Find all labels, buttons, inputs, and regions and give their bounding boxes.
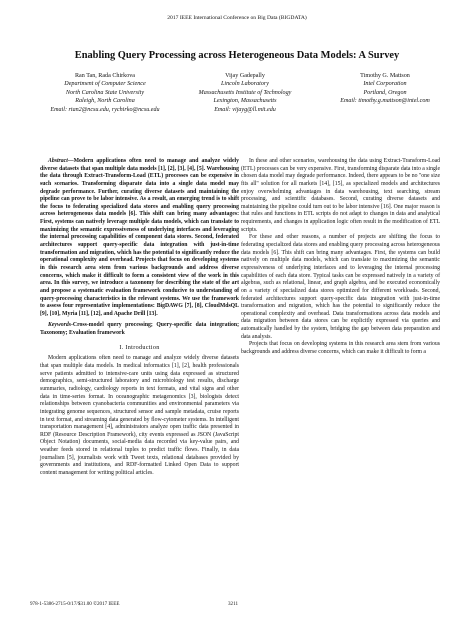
author-names: Ran Tan, Rada Chirkova (74, 73, 136, 79)
intro-paragraph-2: In these and other scenarios, warehousing the data using Extract-Transform-Load (ETL) processes can be very expensive. First, transforming disparate data into a single chosen data model may degrade performance. Indeed, there appears to be no "one size fits all" solution for all markets [14], [15], as specialized models and architectures enjoy overwhelming advantages in data warehousing, text searching, stream processing, and scientific databases. Second, curating diverse datasets and maintaining the pipeline could turn out to be labor intensive [16]. One major reason is that rules and functions in ETL scripts do not adapt to changes in data and analytical requirements, and changes in application logic often result in the modification of ETL scripts. (241, 158, 440, 233)
author-organization: North Carolina State University (65, 89, 145, 96)
footer-isbn: 978-1-5386-2715-0/17/$31.00 ©2017 IEEE (30, 601, 120, 607)
author-affiliation: Intel Corporation (363, 81, 407, 88)
keywords-lead: Keywords (48, 322, 71, 329)
author-names: Vijay Gadepally (225, 73, 265, 79)
keywords (40, 322, 239, 337)
intro-paragraph-1: Modern applications often need to manage and analyze widely diverse datasets that span multiple data models. In medical informatics [1], [2], health professionals serve patients admitted to intensive-care units using data expressed as structured demographics, semi-structured laboratory and microbiology test results, discharge summaries, radiology, cardiology reports in text formats, and vital signs and other data in time-series format. In oceanographic metagenomics [3], biologists detect relationships between cyanobacteria communities and environmental parameters via integrating genome sequences, structured sensor and sample metadata, cruise reports in text format, and streaming data generated by flow-cytometer systems. In intelligent transportation management [4], administrators analyze open traffic data presented in RDF (Resource Description Framework), city events expressed as JSON (JavaScript Object Notation) documents, social-media data recorded via key-value pairs, and weather feeds stored in relational tuples to predict traffic flows. Finally, in data journalism [5], journalists work with Tweet texts, relational databases provided by governments and institutions, and RDF-formatted Linked Open Data to support content management for writing political articles. (40, 355, 239, 476)
abstract (40, 158, 239, 318)
page-number: 3211 (228, 601, 238, 607)
right-column (241, 158, 440, 357)
conference-header: 2017 IEEE International Conference on Big Data (BIGDATA) (167, 15, 307, 21)
intro-paragraph-3: For these and other reasons, a number of projects are shifting the focus to federating specialized data stores and enabling query processing across heterogeneous data models [6]. This shift can bring many advantages. First, the systems can build natively on multiple data models, which can translate to maximizing the semantic expressiveness of underlying interfaces and to leveraging the internal processing capabilities of each data store. Typical tasks can be expressed natively in a variety of algebras, such as relational, linear, and graph algebra, and be executed economically on a variety of specialized data stores optimized for different workloads. Second, federated architectures support query-specific data integration with just-in-time transformation and migration, which has the potential to significantly reduce the operational complexity and overhead. Data transformations across data models and data migration between data stores can be explicitly expressed via queries and automatically handled by the system, bridging the gap between data preparation and data analysis. (241, 234, 440, 340)
author-organization: Portland, Oregon (363, 89, 407, 96)
author-3 (320, 72, 450, 106)
author-email: Email: timothy.g.mattson@intel.com (340, 98, 430, 105)
author-affiliation: Lincoln Laboratory (221, 81, 269, 88)
author-names: Timothy G. Mattson (360, 73, 410, 79)
author-organization: Massachusetts Institute of Technology (198, 89, 292, 96)
author-1 (40, 72, 170, 114)
left-column (40, 158, 239, 478)
author-location: Lexington, Massachusetts (213, 98, 277, 105)
intro-paragraph-4: Projects that focus on developing systems in this research area stem from various backgrounds and address diverse concerns, which can make it difficult to form a (241, 341, 440, 356)
author-email: Email: vijayg@ll.mit.edu (214, 106, 276, 113)
paper-title: Enabling Query Processing across Heterogeneous Data Models: A Survey (74, 50, 400, 61)
author-2 (170, 72, 320, 114)
author-email: Email: rtan2@ncsu.edu, rychirko@ncsu.edu (50, 106, 160, 113)
abstract-text: —Modern applications often need to manage and analyze widely diverse datasets that span multiple data models [1], [2], [3], [4], [5]. Warehousing the data through Extract-Transform-Load (ETL) processes can be expensive in such scenarios. Transforming disparate data into a single data model may degrade performance. Further, curating diverse datasets and maintaining the pipeline can prove to be labor intensive. As a result, an emerging trend is to shift the focus to federating specialized data stores and enabling query processing across heterogeneous data models [6]. This shift can bring many advantages: First, systems can natively leverage multiple data models, which can translate to maximizing the semantic expressiveness of underlying interfaces and leveraging the internal processing capabilities of component data stores. Second, federated architectures support query-specific data integration with just-in-time transformation and migration, which has the potential to significantly reduce the operational complexity and overhead. Projects that focus on developing systems in this research area stem from various backgrounds and address diverse concerns, which make it difficult to form a consistent view of the work in this area. In this survey, we introduce a taxonomy for describing the state of the art and propose a systematic evaluation framework conducive to understanding of query-processing characteristics in the relevant systems. We use the framework to assess four representative implementations: BigDAWG [7], [8], CloudMdsQL [9], [10], Myria [11], [12], and Apache Drill [13]. (40, 158, 239, 317)
author-affiliation: Department of Computer Science (64, 81, 146, 88)
section-heading: I. Introduction (119, 343, 160, 351)
abstract-lead: Abstract (48, 158, 68, 164)
author-block (40, 72, 440, 134)
author-location: Raleigh, North Carolina (75, 98, 135, 105)
keywords-text: -Cross-model query processing; Query-specific data integration; Taxonomy; Evaluation framework (40, 322, 239, 337)
